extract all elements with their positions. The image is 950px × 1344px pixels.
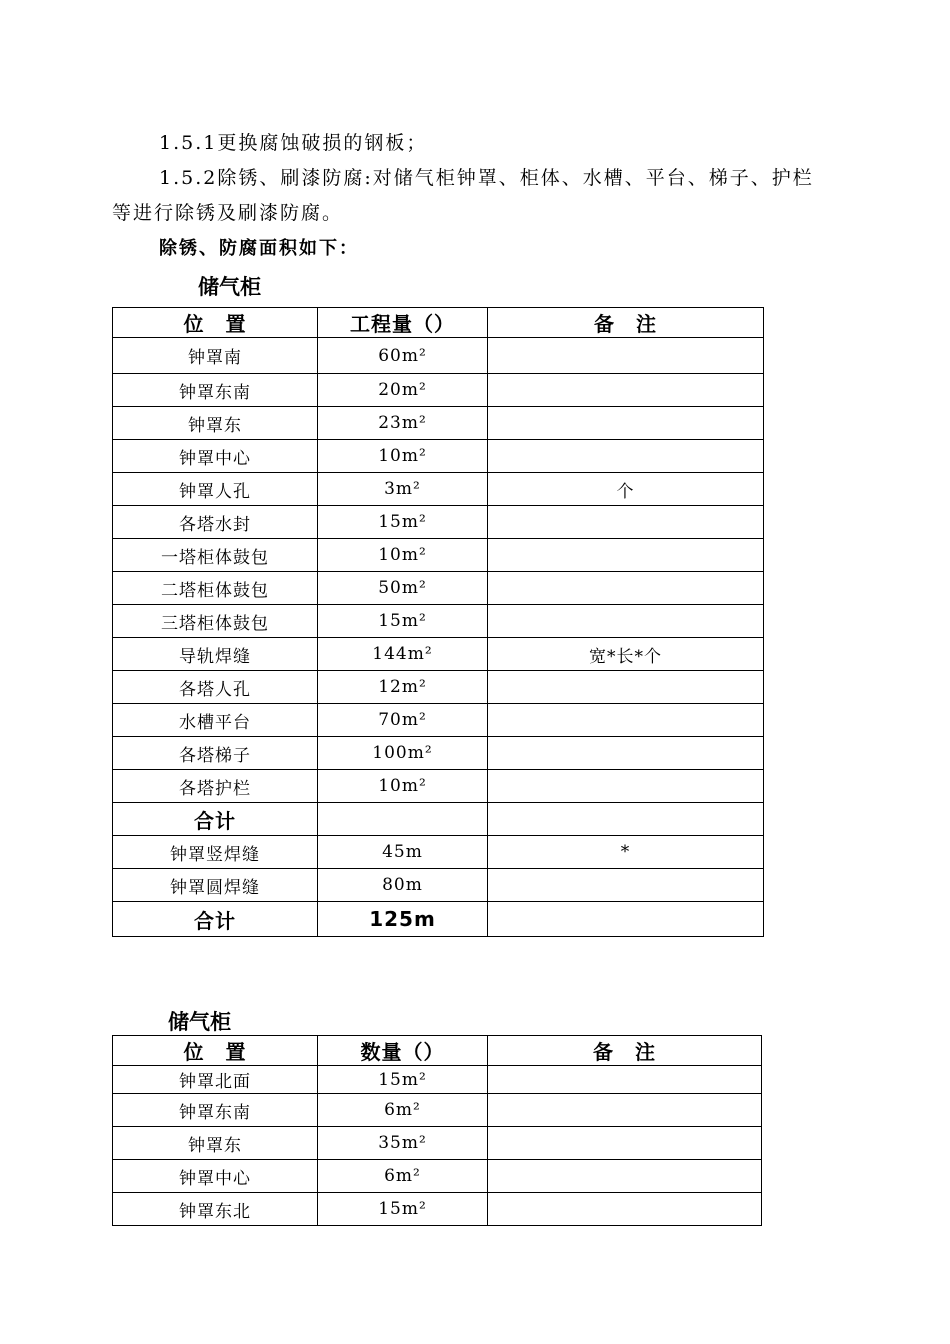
table1-location-cell: 各塔梯子 — [113, 737, 318, 770]
table1-row — [113, 836, 764, 869]
table1-location-cell: 各塔水封 — [113, 506, 318, 539]
table1-quantity-cell: 70m² — [318, 704, 488, 737]
table1-quantity-cell: 50m² — [318, 572, 488, 605]
table1-remark-cell: * — [488, 836, 764, 869]
table2-location-cell: 钟罩东 — [113, 1127, 318, 1160]
table1-quantity-cell: 100m² — [318, 737, 488, 770]
table2-header-cell: 位 置 — [113, 1036, 318, 1066]
table1-location-cell: 合计 — [113, 902, 318, 937]
table2-header-row — [113, 1036, 762, 1066]
table1-header-row — [113, 308, 764, 338]
table2-quantity-cell: 6m² — [318, 1160, 488, 1193]
table2-row — [113, 1066, 762, 1094]
table1-location-cell: 钟罩东 — [113, 407, 318, 440]
table2-header-cell: 备 注 — [488, 1036, 762, 1066]
table1-row — [113, 539, 764, 572]
table1-location-cell: 三塔柜体鼓包 — [113, 605, 318, 638]
table1-quantity-cell: 45m — [318, 836, 488, 869]
table1-remark-cell — [488, 572, 764, 605]
table1-remark-cell — [488, 605, 764, 638]
table1-remark-cell — [488, 539, 764, 572]
table1-remark-cell — [488, 671, 764, 704]
table2-location-cell: 钟罩东北 — [113, 1193, 318, 1226]
table1-quantity-cell: 10m² — [318, 440, 488, 473]
table1-row — [113, 605, 764, 638]
table1-remark-cell — [488, 506, 764, 539]
table1-quantity-cell: 10m² — [318, 770, 488, 803]
table1-row — [113, 374, 764, 407]
table2-quantity-cell: 15m² — [318, 1066, 488, 1094]
table2-row — [113, 1094, 762, 1127]
table1-remark-cell — [488, 902, 764, 937]
table1-remark-cell — [488, 737, 764, 770]
table2-remark-cell — [488, 1160, 762, 1193]
table2-location-cell: 钟罩东南 — [113, 1094, 318, 1127]
table2-remark-cell — [488, 1066, 762, 1094]
table1-row — [113, 704, 764, 737]
table1-location-cell: 一塔柜体鼓包 — [113, 539, 318, 572]
table1-row — [113, 407, 764, 440]
table1-row — [113, 440, 764, 473]
table1-remark-cell: 宽*长*个 — [488, 638, 764, 671]
table1-quantity-cell: 60m² — [318, 338, 488, 374]
table1-row — [113, 902, 764, 937]
table1-location-cell: 钟罩东南 — [113, 374, 318, 407]
table2-location-cell: 钟罩北面 — [113, 1066, 318, 1094]
table2-row — [113, 1127, 762, 1160]
table1-quantity-cell: 10m² — [318, 539, 488, 572]
table1-location-cell: 二塔柜体鼓包 — [113, 572, 318, 605]
table1-remark-cell — [488, 338, 764, 374]
table1-header-cell: 位 置 — [113, 308, 318, 338]
table1-remark-cell — [488, 407, 764, 440]
table1-location-cell: 各塔护栏 — [113, 770, 318, 803]
table1-header-cell: 备 注 — [488, 308, 764, 338]
table2-remark-cell — [488, 1094, 762, 1127]
table1-remark-cell — [488, 440, 764, 473]
table1-location-cell: 钟罩圆焊缝 — [113, 869, 318, 902]
table1-caption: 储气柜 — [198, 275, 261, 299]
table1-remark-cell — [488, 704, 764, 737]
table1-row — [113, 638, 764, 671]
table1-row — [113, 338, 764, 374]
table1-remark-cell — [488, 374, 764, 407]
table1-quantity-cell: 144m² — [318, 638, 488, 671]
table1-row — [113, 737, 764, 770]
table1-row — [113, 506, 764, 539]
table1-location-cell: 钟罩人孔 — [113, 473, 318, 506]
table1-location-cell: 水槽平台 — [113, 704, 318, 737]
table2 — [112, 1035, 762, 1226]
table2-remark-cell — [488, 1193, 762, 1226]
table2-quantity-cell: 15m² — [318, 1193, 488, 1226]
table1-row — [113, 671, 764, 704]
table1-remark-cell — [488, 869, 764, 902]
table1-quantity-cell: 3m² — [318, 473, 488, 506]
table1-row — [113, 473, 764, 506]
table1 — [112, 307, 764, 937]
table1-remark-cell — [488, 803, 764, 836]
table2-remark-cell — [488, 1127, 762, 1160]
table1-header-cell: 工程量（） — [318, 308, 488, 338]
table1-quantity-cell — [318, 803, 488, 836]
table1-quantity-cell: 12m² — [318, 671, 488, 704]
paragraph-1-5-1: 1.5.1更换腐蚀破损的钢板； — [159, 132, 428, 154]
table2-caption: 储气柜 — [168, 1010, 231, 1034]
table1-quantity-cell: 15m² — [318, 605, 488, 638]
table1-location-cell: 合计 — [113, 803, 318, 836]
table1-location-cell: 各塔人孔 — [113, 671, 318, 704]
table1-quantity-cell: 125m — [318, 902, 488, 937]
table1-row — [113, 869, 764, 902]
table1-location-cell: 钟罩中心 — [113, 440, 318, 473]
table1-location-cell: 钟罩南 — [113, 338, 318, 374]
table1-quantity-cell: 15m² — [318, 506, 488, 539]
table2-quantity-cell: 6m² — [318, 1094, 488, 1127]
paragraph-1-5-2: 1.5.2除锈、刷漆防腐:对储气柜钟罩、柜体、水槽、平台、梯子、护栏等进行除锈及刷漆防腐。 — [112, 167, 814, 224]
paragraph-area-intro: 除锈、防腐面积如下： — [159, 238, 359, 259]
table1-location-cell: 钟罩竖焊缝 — [113, 836, 318, 869]
table1-quantity-cell: 23m² — [318, 407, 488, 440]
table2-row — [113, 1193, 762, 1226]
table2-header-cell: 数量（） — [318, 1036, 488, 1066]
table1-row — [113, 572, 764, 605]
table2-location-cell: 钟罩中心 — [113, 1160, 318, 1193]
table1-quantity-cell: 80m — [318, 869, 488, 902]
table2-quantity-cell: 35m² — [318, 1127, 488, 1160]
table1-location-cell: 导轨焊缝 — [113, 638, 318, 671]
table1-quantity-cell: 20m² — [318, 374, 488, 407]
table1-remark-cell: 个 — [488, 473, 764, 506]
table2-row — [113, 1160, 762, 1193]
table1-row — [113, 803, 764, 836]
table1-row — [113, 770, 764, 803]
table1-remark-cell — [488, 770, 764, 803]
